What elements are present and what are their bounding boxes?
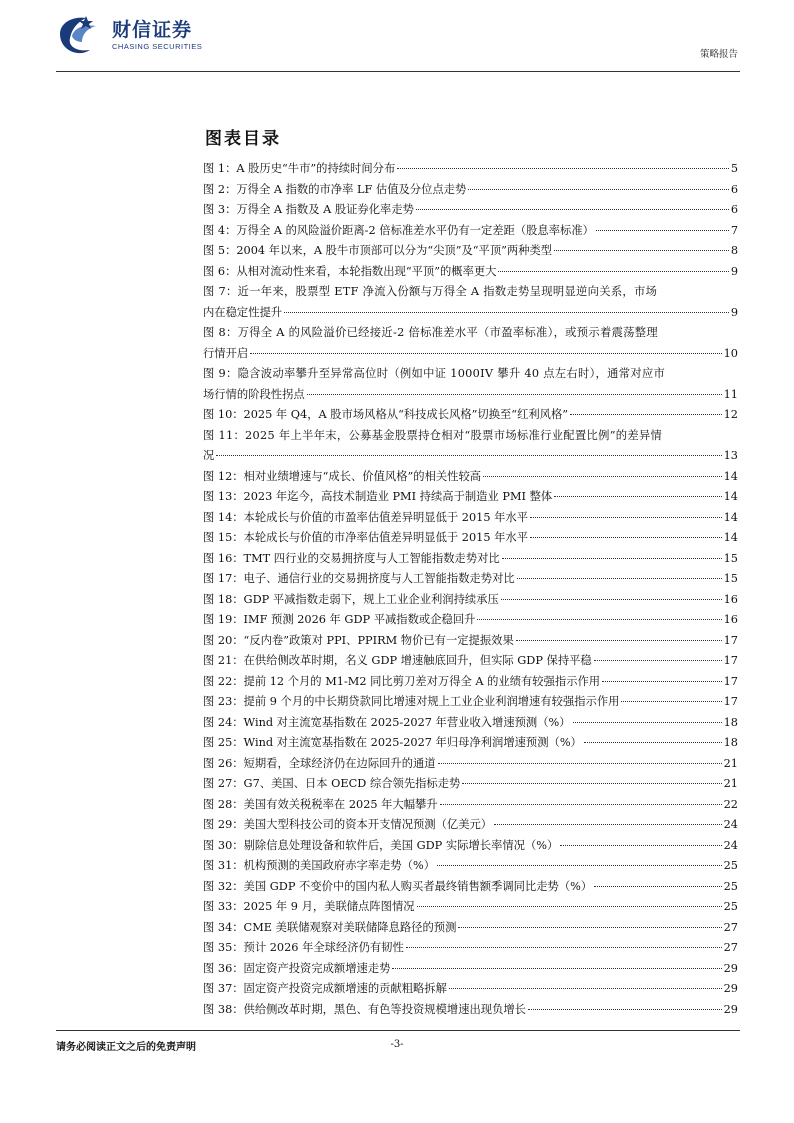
dot-leader <box>392 968 721 969</box>
toc-entry-label: 图 33：2025 年 9 月，美联储点阵图情况 <box>203 900 415 913</box>
toc-entry-label: 图 29：美国大型科技公司的资本开支情况预测（亿美元） <box>203 818 493 831</box>
toc-entry-label: 图 2：万得全 A 指数的市净率 LF 估值及分位点走势 <box>203 182 467 196</box>
toc-entry-page: 7 <box>730 223 738 237</box>
dot-leader <box>530 517 722 518</box>
toc-entry[interactable] <box>203 938 738 959</box>
toc-entry-label: 图 21：在供给侧改革时期，名义 GDP 增速触底回升，但实际 GDP 保持平稳 <box>203 654 592 667</box>
toc-entry[interactable] <box>203 405 738 426</box>
toc-entry[interactable] <box>203 815 738 836</box>
dot-leader <box>437 865 722 866</box>
dot-leader <box>284 312 729 313</box>
toc-entry[interactable] <box>203 856 738 877</box>
footer-divider <box>56 1030 740 1031</box>
toc-entry-label: 图 7：近一年来，股票型 ETF 净流入份额与万得全 A 指数走势呈现明显逆向关系，市场 <box>203 285 658 298</box>
toc-entry-page: 22 <box>723 797 738 811</box>
toc-entry-label: 图 30：剔除信息处理设备和软件后，美国 GDP 实际增长率情况（%） <box>203 838 559 852</box>
toc-entry[interactable] <box>203 610 738 631</box>
toc-entry-label: 图 25：Wind 对主流宽基指数在 2025-2027 年归母净利润增速预测（%） <box>203 736 582 749</box>
dot-leader <box>406 947 722 948</box>
toc-entry-label: 图 26：短期看，全球经济仍在边际回升的通道 <box>203 756 436 770</box>
toc-entry-page: 29 <box>723 982 738 995</box>
toc-entry-page: 27 <box>723 920 738 934</box>
dot-leader <box>517 578 722 579</box>
toc-entry-page: 17 <box>723 633 738 647</box>
toc-entry-label: 图 31：机构预测的美国政府赤字率走势（%） <box>203 859 436 872</box>
dot-leader <box>416 209 729 210</box>
toc-entry-label: 图 36：固定资产投资完成额增速走势 <box>203 961 391 975</box>
toc-entry[interactable] <box>203 1000 738 1021</box>
company-name-cn: 财信证券 <box>112 19 193 41</box>
toc-entry-page: 17 <box>723 695 738 708</box>
dot-leader <box>528 1009 722 1010</box>
toc-entry-page: 18 <box>723 736 738 749</box>
toc-entry[interactable] <box>203 508 738 529</box>
dot-leader <box>560 845 721 846</box>
toc-entry-label: 图 19：IMF 预测 2026 年 GDP 平减指数或企稳回升 <box>203 613 476 626</box>
dot-leader <box>554 496 721 497</box>
toc-entry-label: 图 1：A 股历史“牛市”的持续时间分布 <box>203 162 396 175</box>
toc-entry[interactable] <box>203 774 738 795</box>
toc-entry[interactable] <box>203 262 738 283</box>
dot-leader <box>594 886 721 887</box>
toc-entry[interactable] <box>203 569 738 590</box>
toc-entry-page: 24 <box>723 818 738 831</box>
dot-leader <box>594 660 722 661</box>
toc-entry[interactable] <box>203 651 738 672</box>
toc-entry-label: 图 32：美国 GDP 不变价中的国内私人购买者最终销售额季调同比走势（%） <box>203 879 593 893</box>
toc-entry-page: 9 <box>730 264 738 278</box>
toc-entry-page: 8 <box>730 244 738 257</box>
toc-entry-page: 29 <box>723 961 738 975</box>
toc-entry-page: 14 <box>723 490 738 503</box>
toc-entry-page: 14 <box>723 510 738 524</box>
dot-leader <box>530 537 722 538</box>
toc-entry-label: 图 37：固定资产投资完成额增速的贡献粗略拆解 <box>203 982 447 995</box>
toc-entry-page: 25 <box>723 900 738 913</box>
header-divider <box>56 71 740 72</box>
toc-entry-label: 图 14：本轮成长与价值的市盈率估值差异明显低于 2015 年水平 <box>203 510 529 524</box>
dot-leader <box>449 988 722 989</box>
dot-leader <box>250 353 721 354</box>
toc-entry[interactable] <box>203 200 738 221</box>
dot-leader <box>216 455 721 456</box>
toc-entry-label-cont: 内在稳定性提升 <box>203 305 283 319</box>
toc-entry-page: 25 <box>723 879 738 893</box>
toc-entry-label: 图 16：TMT 四行业的交易拥挤度与人工智能指数走势对比 <box>203 551 500 565</box>
toc-entry-label: 图 9：隐含波动率攀升至异常高位时（例如中证 1000IV 攀升 40 点左右时），通常对应市 <box>203 367 666 380</box>
toc-entry-page: 18 <box>723 715 738 729</box>
company-name-en: CHASING SECURITIES <box>112 42 203 51</box>
dot-leader <box>554 250 729 251</box>
toc-entry-label: 图 28：美国有效关税税率在 2025 年大幅攀升 <box>203 797 438 811</box>
toc-entry[interactable] <box>203 180 738 201</box>
toc-entry-label-cont: 行情开启 <box>203 346 249 360</box>
toc-entry-page: 16 <box>723 592 738 606</box>
toc-entry[interactable] <box>203 959 738 980</box>
toc-entry-page: 14 <box>723 469 738 483</box>
dot-leader <box>596 230 729 231</box>
dot-leader <box>483 476 722 477</box>
toc-entry[interactable] <box>203 323 738 364</box>
toc-entry[interactable] <box>203 733 738 754</box>
toc-entry[interactable] <box>203 754 738 775</box>
toc-entry-page: 6 <box>730 182 738 196</box>
toc-entry-label-cont: 场行情的阶段性拐点 <box>203 387 305 401</box>
toc-entry-label-cont: 况 <box>203 449 215 462</box>
toc-entry[interactable] <box>203 897 738 918</box>
toc-entry-page: 5 <box>730 162 738 175</box>
figure-list <box>203 159 738 1020</box>
toc-entry-label: 图 27：G7、美国、日本 OECD 综合领先指标走势 <box>203 777 461 790</box>
toc-entry-label: 图 22：提前 12 个月的 M1-M2 同比剪刀差对万得全 A 的业绩有较强指示作用 <box>203 674 601 688</box>
toc-entry-label: 图 4：万得全 A 的风险溢价距离-2 倍标准差水平仍有一定差距（股息率标准） <box>203 223 594 237</box>
toc-entry[interactable] <box>203 836 738 857</box>
dot-leader <box>458 927 721 928</box>
toc-entry-page: 15 <box>723 551 738 565</box>
dot-leader <box>502 558 722 559</box>
toc-entry-page: 11 <box>723 387 738 401</box>
toc-entry[interactable] <box>203 241 738 262</box>
toc-entry-page: 9 <box>730 305 738 319</box>
dot-leader <box>462 783 721 784</box>
toc-entry[interactable] <box>203 713 738 734</box>
dot-leader <box>573 722 722 723</box>
dot-leader <box>498 271 728 272</box>
dot-leader <box>438 763 722 764</box>
dot-leader <box>397 168 729 169</box>
report-type-label: 策略报告 <box>699 49 738 60</box>
dot-leader <box>501 599 722 600</box>
toc-entry-label: 图 34：CME 美联储观察对美联储降息路径的预测 <box>203 920 457 934</box>
toc-entry-label: 图 23：提前 9 个月的中长期贷款同比增速对规上工业企业利润增速有较强指示作用 <box>203 695 620 708</box>
toc-entry[interactable] <box>203 467 738 488</box>
toc-entry[interactable] <box>203 549 738 570</box>
dot-leader <box>494 824 722 825</box>
toc-entry[interactable] <box>203 672 738 693</box>
dot-leader <box>440 804 722 805</box>
toc-entry-label: 图 13：2023 年迄今，高技术制造业 PMI 持续高于制造业 PMI 整体 <box>203 490 553 503</box>
toc-entry-label: 图 6：从相对流动性来看，本轮指数出现“平顶”的概率更大 <box>203 264 497 278</box>
toc-entry[interactable] <box>203 795 738 816</box>
dot-leader <box>584 742 722 743</box>
toc-entry-page: 16 <box>723 613 738 626</box>
toc-entry-page: 25 <box>723 859 738 872</box>
dot-leader <box>602 681 722 682</box>
toc-entry-page: 27 <box>723 941 738 954</box>
dot-leader <box>477 619 721 620</box>
toc-entry-label: 图 12：相对业绩增速与“成长、价值风格”的相关性较高 <box>203 469 482 483</box>
toc-entry-label: 图 20：“反内卷”政策对 PPI、PPIRM 物价已有一定提振效果 <box>203 633 514 647</box>
toc-entry[interactable] <box>203 631 738 652</box>
toc-entry[interactable] <box>203 221 738 242</box>
toc-entry-label: 图 35：预计 2026 年全球经济仍有韧性 <box>203 941 404 954</box>
toc-entry-page: 6 <box>730 203 738 216</box>
dot-leader <box>417 906 722 907</box>
toc-entry[interactable] <box>203 918 738 939</box>
toc-entry-label: 图 38：供给侧改革时期，黑色、有色等投资规模增速出现负增长 <box>203 1002 526 1016</box>
dot-leader <box>621 701 721 702</box>
dot-leader <box>307 394 722 395</box>
toc-entry-page: 21 <box>723 756 738 770</box>
toc-entry-label: 图 15：本轮成长与价值的市净率估值差异明显低于 2015 年水平 <box>203 531 529 544</box>
toc-entry-page: 21 <box>723 777 738 790</box>
page-number: -3- <box>390 1039 404 1050</box>
toc-entry-label: 图 5：2004 年以来，A 股牛市顶部可以分为“尖顶”及“平顶”两种类型 <box>203 244 553 257</box>
toc-entry-page: 17 <box>723 654 738 667</box>
disclaimer-text: 请务必阅读正文之后的免责声明 <box>56 1042 196 1053</box>
toc-entry-label: 图 24：Wind 对主流宽基指数在 2025-2027 年营业收入增速预测（%） <box>203 715 571 729</box>
dot-leader <box>516 640 722 641</box>
toc-entry-page: 13 <box>723 449 738 462</box>
company-logo-icon <box>56 14 106 56</box>
toc-entry-page: 14 <box>723 531 738 544</box>
toc-entry-page: 10 <box>723 346 738 360</box>
toc-entry[interactable] <box>203 364 738 405</box>
toc-entry-page: 29 <box>723 1002 738 1016</box>
toc-entry-label: 图 17：电子、通信行业的交易拥挤度与人工智能指数走势对比 <box>203 572 515 585</box>
toc-entry[interactable] <box>203 528 738 549</box>
toc-entry[interactable] <box>203 979 738 1000</box>
dot-leader <box>570 414 722 415</box>
toc-entry[interactable] <box>203 426 738 467</box>
toc-entry-label: 图 8：万得全 A 的风险溢价已经接近-2 倍标准差水平（市盈率标准），或预示着震荡整理 <box>203 326 658 339</box>
toc-entry[interactable] <box>203 159 738 180</box>
dot-leader <box>468 189 729 190</box>
toc-entry[interactable] <box>203 487 738 508</box>
toc-entry-label: 图 10：2025 年 Q4，A 股市场风格从“科技成长风格”切换至“红利风格” <box>203 408 569 421</box>
toc-entry-page: 12 <box>723 408 738 421</box>
toc-entry[interactable] <box>203 877 738 898</box>
toc-entry-label: 图 11：2025 年上半年末，公募基金股票持仓相对“股票市场标准行业配置比例”的差异情 <box>203 428 663 442</box>
toc-entry-label: 图 3：万得全 A 指数及 A 股证券化率走势 <box>203 203 414 216</box>
page-header <box>0 0 794 80</box>
toc-entry[interactable] <box>203 692 738 713</box>
toc-entry-page: 17 <box>723 674 738 688</box>
toc-entry-label: 图 18：GDP 平减指数走弱下，规上工业企业利润持续承压 <box>203 592 499 606</box>
toc-entry-page: 15 <box>723 572 738 585</box>
toc-entry[interactable] <box>203 590 738 611</box>
toc-entry-page: 24 <box>723 838 738 852</box>
toc-entry[interactable] <box>203 282 738 323</box>
toc-title: 图表目录 <box>205 129 281 149</box>
